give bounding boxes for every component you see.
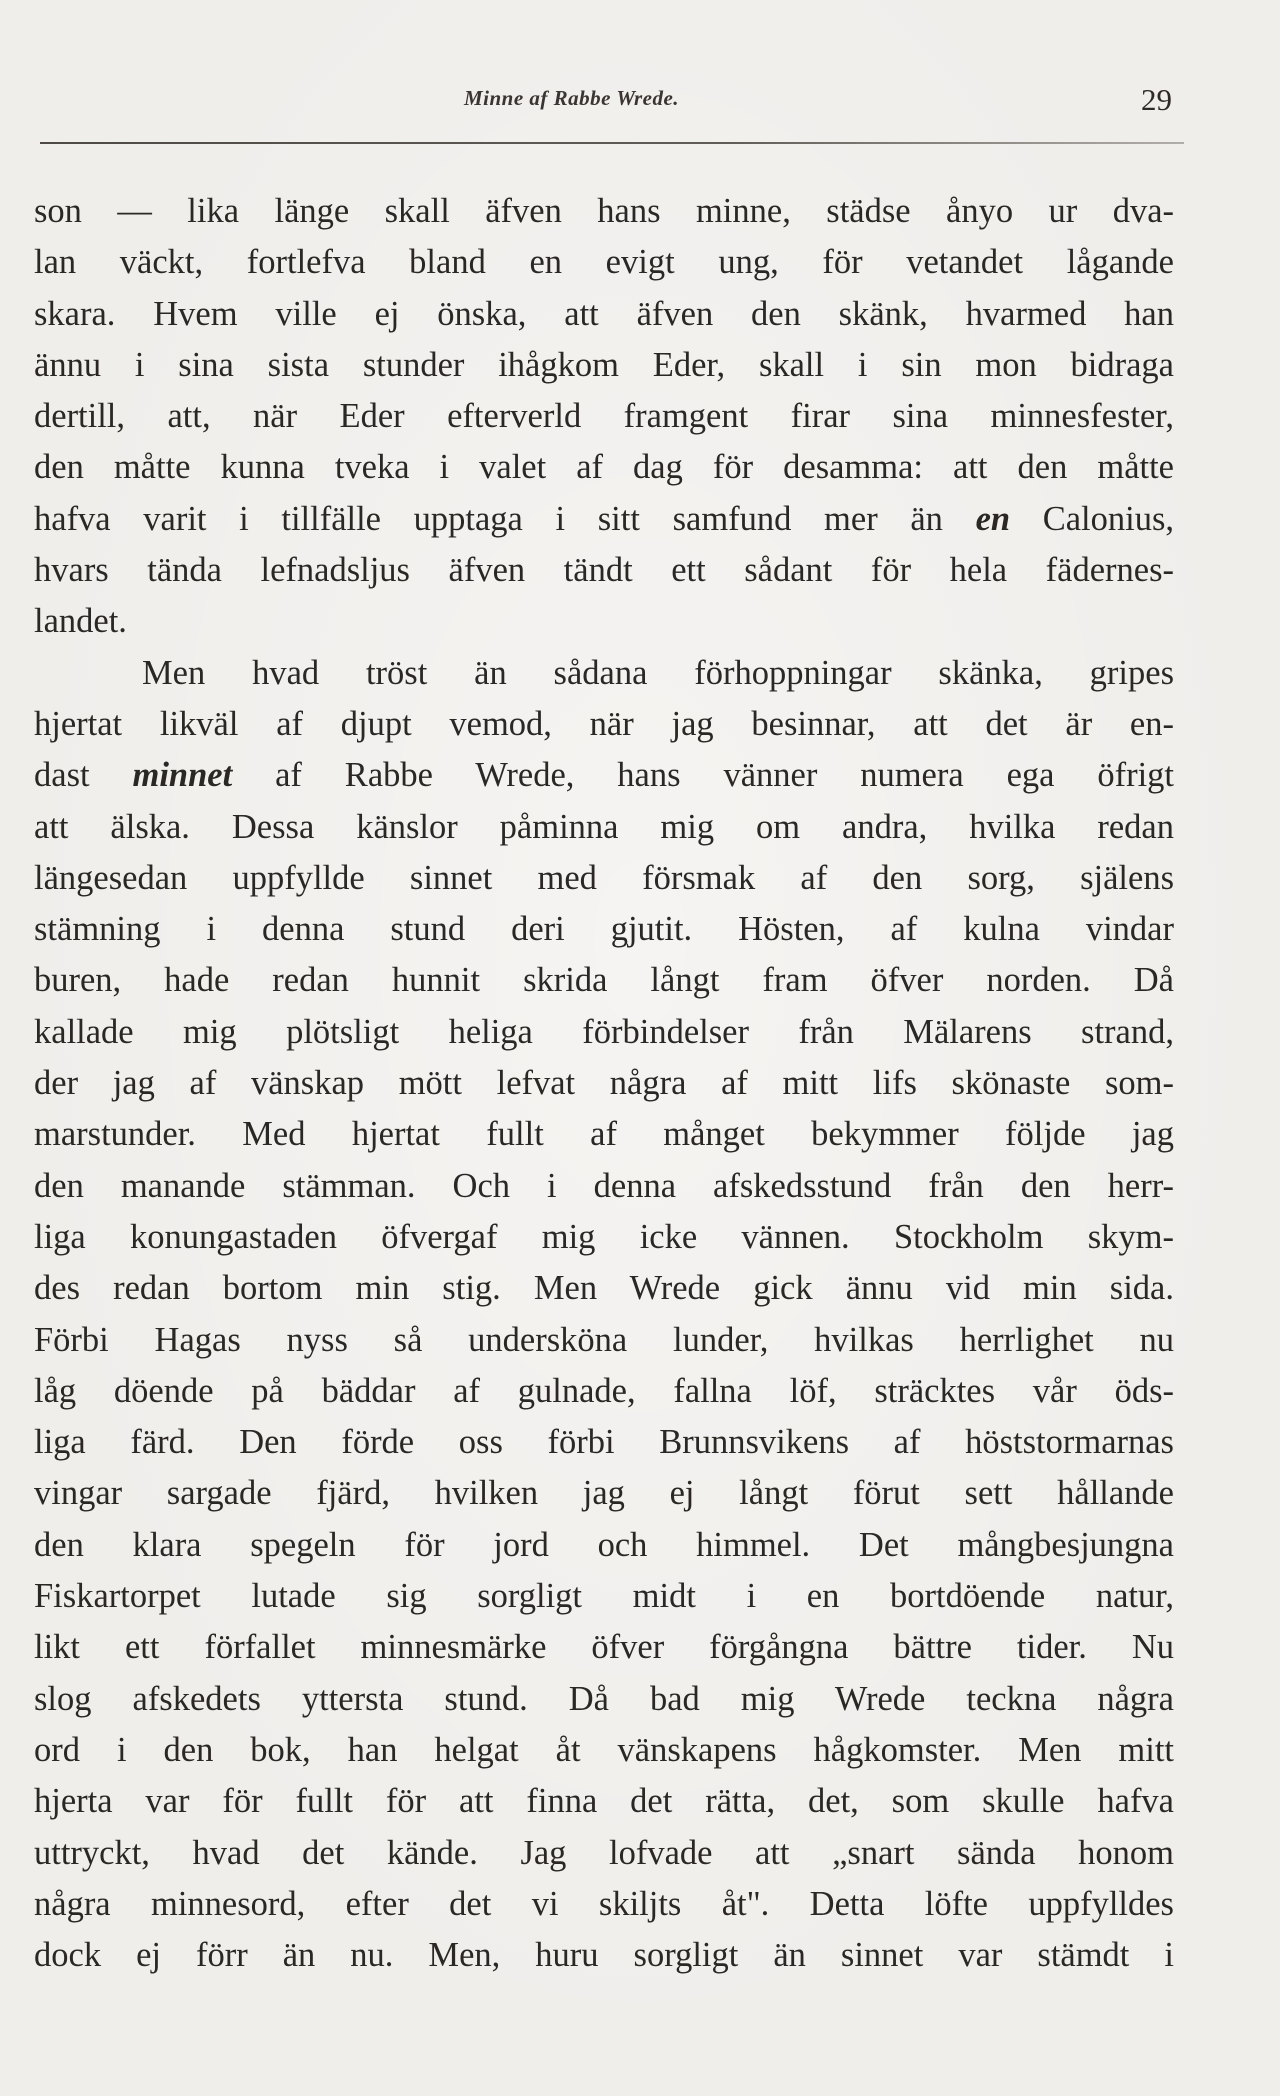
text-line bbox=[34, 750, 1174, 801]
text-line: hjertat likväl af djupt vemod, när jag besinnar, att det är en- bbox=[34, 704, 1174, 743]
text-segment: dast bbox=[34, 756, 90, 795]
text-line: ännu i sina sista stunder ihågkom Eder, skall i sin mon bidraga bbox=[34, 345, 1174, 384]
text-line: stämning i denna stund deri gjutit. Hösten, af kulna vindar bbox=[34, 910, 1174, 949]
text-line: längesedan uppfyllde sinnet med försmak af den sorg, själens bbox=[34, 858, 1174, 897]
body-text bbox=[34, 186, 1174, 1981]
page-header bbox=[36, 82, 1184, 122]
text-line: Fiskartorpet lutade sig sorgligt midt i en bortdöende natur, bbox=[34, 1577, 1174, 1616]
text-segment: hafva varit i tillfälle upptaga i sitt samfund mer än bbox=[34, 499, 943, 538]
text-line: låg döende på bäddar af gulnade, fallna löf, sträcktes vår öds- bbox=[34, 1371, 1174, 1410]
text-line: landet. bbox=[34, 602, 127, 641]
text-line: lan väckt, fortlefva bland en evigt ung, för vetandet lågande bbox=[34, 243, 1174, 282]
text-line: dock ej förr än nu. Men, huru sorgligt än sinnet var stämdt i bbox=[34, 1936, 1174, 1975]
text-line: likt ett förfallet minnesmärke öfver förgångna bättre tider. Nu bbox=[34, 1628, 1174, 1667]
text-line: några minnesord, efter det vi skiljts åt". Detta löfte uppfylldes bbox=[34, 1884, 1174, 1923]
text-line: marstunder. Med hjertat fullt af månget bekymmer följde jag bbox=[34, 1115, 1174, 1154]
text-line: vingar sargade fjärd, hvilken jag ej långt förut sett hållande bbox=[34, 1474, 1174, 1513]
text-line: liga färd. Den förde oss förbi Brunnsvikens af höststormarnas bbox=[34, 1423, 1174, 1462]
text-line: ord i den bok, han helgat åt vänskapens hågkomster. Men mitt bbox=[34, 1730, 1174, 1769]
page-number: 29 bbox=[1141, 82, 1172, 117]
text-line: skara. Hvem ville ej önska, att äfven den skänk, hvarmed han bbox=[34, 294, 1174, 333]
text-line: Förbi Hagas nyss så undersköna lunder, hvilkas herrlighet nu bbox=[34, 1320, 1174, 1359]
text-line bbox=[34, 494, 1174, 545]
running-title: Minne af Rabbe Wrede. bbox=[464, 86, 680, 110]
text-line: att älska. Dessa känslor påminna mig om andra, hvilka redan bbox=[34, 807, 1174, 846]
text-line: kallade mig plötsligt heliga förbindelser från Mälarens strand, bbox=[34, 1012, 1174, 1051]
text-line: des redan bortom min stig. Men Wrede gick ännu vid min sida. bbox=[34, 1269, 1174, 1308]
text-line: den måtte kunna tveka i valet af dag för desamma: att den måtte bbox=[34, 448, 1174, 487]
text-line: hvars tända lefnadsljus äfven tändt ett sådant för hela fädernes- bbox=[34, 551, 1174, 590]
text-line: liga konungastaden öfvergaf mig icke vännen. Stockholm skym- bbox=[34, 1217, 1174, 1256]
text-line: den klara spegeln för jord och himmel. Det mångbesjungna bbox=[34, 1525, 1174, 1564]
text-line: dertill, att, när Eder efterverld framgent firar sina minnesfester, bbox=[34, 397, 1174, 436]
emphasis: en bbox=[975, 499, 1011, 538]
text-line: hjerta var för fullt för att finna det rätta, det, som skulle hafva bbox=[34, 1782, 1174, 1821]
text-line: son — lika länge skall äfven hans minne, städse ånyo ur dva- bbox=[34, 192, 1174, 230]
text-line: uttryckt, hvad det kände. Jag lofvade att „snart sända honom bbox=[34, 1833, 1174, 1872]
text-line: buren, hade redan hunnit skrida långt fram öfver norden. Då bbox=[34, 961, 1174, 1000]
text-line: den manande stämman. Och i denna afskedsstund från den herr- bbox=[34, 1166, 1174, 1205]
emphasis: minnet bbox=[132, 756, 233, 795]
header-rule bbox=[40, 142, 1184, 144]
text-segment: Calonius, bbox=[1042, 499, 1175, 538]
text-line: Men hvad tröst än sådana förhoppningar skänka, gripes bbox=[142, 653, 1174, 692]
text-segment: af Rabbe Wrede, hans vänner numera ega öfrigt bbox=[275, 756, 1174, 795]
text-line: der jag af vänskap mött lefvat några af mitt lifs skönaste som- bbox=[34, 1064, 1174, 1103]
text-line: slog afskedets yttersta stund. Då bad mig Wrede teckna några bbox=[34, 1679, 1174, 1718]
